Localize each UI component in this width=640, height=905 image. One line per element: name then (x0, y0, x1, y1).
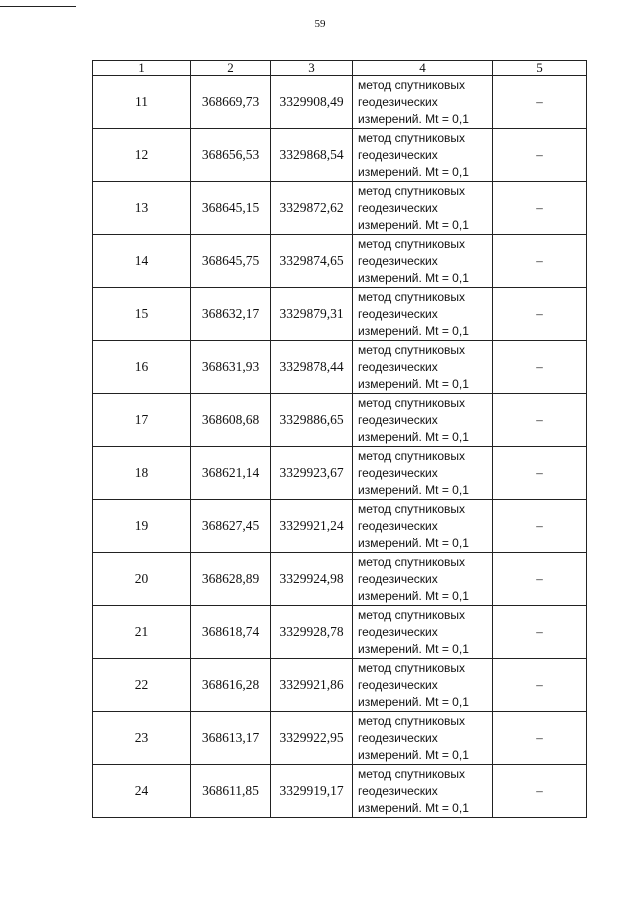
method-text: геодезических (358, 518, 438, 533)
y-coordinate-cell: 3329922,95 (271, 712, 353, 765)
x-coordinate-cell: 368616,28 (191, 659, 271, 712)
method-text: измерений. Mt = 0,1 (358, 217, 469, 232)
method-cell (353, 712, 493, 765)
method-text: геодезических (358, 147, 438, 162)
x-coordinate-cell: 368656,53 (191, 129, 271, 182)
coordinates-table (92, 60, 587, 818)
method-text: измерений. Mt = 0,1 (358, 641, 469, 656)
y-coordinate-cell: 3329879,31 (271, 288, 353, 341)
method-text: метод спутниковых (358, 183, 466, 198)
method-cell (353, 182, 493, 235)
accuracy-cell: – (493, 341, 587, 394)
method-text: метод спутниковых (358, 395, 466, 410)
top-rule (0, 6, 76, 7)
table-row (93, 394, 587, 447)
x-coordinate-cell: 368618,74 (191, 606, 271, 659)
method-text: метод спутниковых (358, 501, 466, 516)
x-coordinate-cell: 368608,68 (191, 394, 271, 447)
table-row (93, 712, 587, 765)
point-number-cell: 19 (93, 500, 191, 553)
method-text: геодезических (358, 412, 438, 427)
table-row (93, 235, 587, 288)
method-text: измерений. Mt = 0,1 (358, 588, 469, 603)
method-text: метод спутниковых (358, 554, 466, 569)
point-number-cell: 17 (93, 394, 191, 447)
table-row (93, 553, 587, 606)
method-text: измерений. Mt = 0,1 (358, 694, 469, 709)
accuracy-cell: – (493, 129, 587, 182)
method-text: геодезических (358, 359, 438, 374)
method-text: метод спутниковых (358, 660, 466, 675)
point-number-cell: 13 (93, 182, 191, 235)
point-number-cell: 16 (93, 341, 191, 394)
method-text: геодезических (358, 624, 438, 639)
table-body (93, 76, 587, 818)
x-coordinate-cell: 368621,14 (191, 447, 271, 500)
method-text: геодезических (358, 200, 438, 215)
y-coordinate-cell: 3329924,98 (271, 553, 353, 606)
method-text: измерений. Mt = 0,1 (358, 323, 469, 338)
method-text: геодезических (358, 465, 438, 480)
x-coordinate-cell: 368631,93 (191, 341, 271, 394)
point-number-cell: 20 (93, 553, 191, 606)
method-text: метод спутниковых (358, 130, 466, 145)
column-header: 4 (353, 61, 493, 76)
y-coordinate-cell: 3329919,17 (271, 765, 353, 818)
accuracy-cell: – (493, 76, 587, 129)
method-text: метод спутниковых (358, 289, 466, 304)
point-number-cell: 24 (93, 765, 191, 818)
accuracy-cell: – (493, 500, 587, 553)
accuracy-cell: – (493, 288, 587, 341)
table-row (93, 129, 587, 182)
table-row (93, 500, 587, 553)
method-cell (353, 447, 493, 500)
method-text: метод спутниковых (358, 77, 466, 92)
y-coordinate-cell: 3329923,67 (271, 447, 353, 500)
method-text: измерений. Mt = 0,1 (358, 270, 469, 285)
method-cell (353, 76, 493, 129)
method-cell (353, 765, 493, 818)
accuracy-cell: – (493, 447, 587, 500)
x-coordinate-cell: 368645,15 (191, 182, 271, 235)
y-coordinate-cell: 3329886,65 (271, 394, 353, 447)
point-number-cell: 11 (93, 76, 191, 129)
point-number-cell: 12 (93, 129, 191, 182)
method-text: измерений. Mt = 0,1 (358, 747, 469, 762)
method-cell (353, 394, 493, 447)
method-text: геодезических (358, 306, 438, 321)
method-text: геодезических (358, 677, 438, 692)
accuracy-cell: – (493, 235, 587, 288)
x-coordinate-cell: 368669,73 (191, 76, 271, 129)
method-cell (353, 553, 493, 606)
method-text: геодезических (358, 730, 438, 745)
method-text: метод спутниковых (358, 713, 466, 728)
table-row (93, 76, 587, 129)
method-text: метод спутниковых (358, 607, 466, 622)
method-text: метод спутниковых (358, 342, 466, 357)
method-cell (353, 129, 493, 182)
column-header: 5 (493, 61, 587, 76)
point-number-cell: 22 (93, 659, 191, 712)
x-coordinate-cell: 368628,89 (191, 553, 271, 606)
y-coordinate-cell: 3329908,49 (271, 76, 353, 129)
method-text: измерений. Mt = 0,1 (358, 164, 469, 179)
method-cell (353, 606, 493, 659)
method-text: метод спутниковых (358, 236, 466, 251)
accuracy-cell: – (493, 182, 587, 235)
method-cell (353, 235, 493, 288)
method-text: метод спутниковых (358, 448, 466, 463)
header-row (93, 61, 587, 76)
x-coordinate-cell: 368611,85 (191, 765, 271, 818)
point-number-cell: 23 (93, 712, 191, 765)
column-header: 2 (191, 61, 271, 76)
point-number-cell: 14 (93, 235, 191, 288)
method-text: измерений. Mt = 0,1 (358, 376, 469, 391)
y-coordinate-cell: 3329928,78 (271, 606, 353, 659)
method-cell (353, 341, 493, 394)
column-header: 3 (271, 61, 353, 76)
method-text: измерений. Mt = 0,1 (358, 111, 469, 126)
table-row (93, 341, 587, 394)
x-coordinate-cell: 368613,17 (191, 712, 271, 765)
method-text: измерений. Mt = 0,1 (358, 800, 469, 815)
y-coordinate-cell: 3329872,62 (271, 182, 353, 235)
method-cell (353, 288, 493, 341)
x-coordinate-cell: 368627,45 (191, 500, 271, 553)
table-row (93, 182, 587, 235)
method-text: измерений. Mt = 0,1 (358, 429, 469, 444)
table-row (93, 447, 587, 500)
accuracy-cell: – (493, 765, 587, 818)
accuracy-cell: – (493, 659, 587, 712)
accuracy-cell: – (493, 606, 587, 659)
method-text: геодезических (358, 94, 438, 109)
method-cell (353, 500, 493, 553)
accuracy-cell: – (493, 553, 587, 606)
method-cell (353, 659, 493, 712)
y-coordinate-cell: 3329878,44 (271, 341, 353, 394)
method-text: геодезических (358, 571, 438, 586)
table-row (93, 606, 587, 659)
accuracy-cell: – (493, 712, 587, 765)
y-coordinate-cell: 3329921,86 (271, 659, 353, 712)
method-text: измерений. Mt = 0,1 (358, 535, 469, 550)
point-number-cell: 15 (93, 288, 191, 341)
accuracy-cell: – (493, 394, 587, 447)
table-row (93, 659, 587, 712)
method-text: геодезических (358, 253, 438, 268)
method-text: метод спутниковых (358, 766, 466, 781)
x-coordinate-cell: 368645,75 (191, 235, 271, 288)
y-coordinate-cell: 3329874,65 (271, 235, 353, 288)
table-row (93, 765, 587, 818)
y-coordinate-cell: 3329868,54 (271, 129, 353, 182)
column-header: 1 (93, 61, 191, 76)
x-coordinate-cell: 368632,17 (191, 288, 271, 341)
method-text: геодезических (358, 783, 438, 798)
point-number-cell: 21 (93, 606, 191, 659)
table-row (93, 288, 587, 341)
y-coordinate-cell: 3329921,24 (271, 500, 353, 553)
page-number: 59 (314, 18, 326, 30)
point-number-cell: 18 (93, 447, 191, 500)
method-text: измерений. Mt = 0,1 (358, 482, 469, 497)
